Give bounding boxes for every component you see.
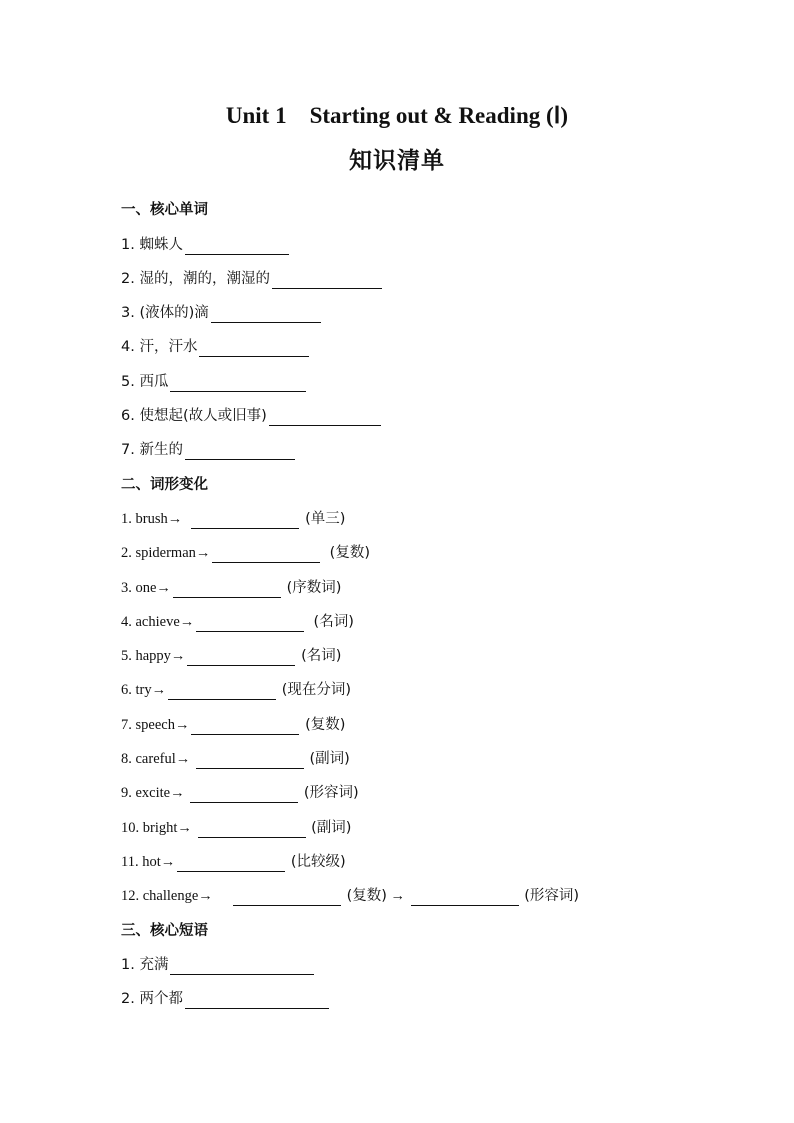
answer-blank[interactable] xyxy=(199,341,309,357)
form-hint: (形容词) xyxy=(303,785,359,802)
answer-blank[interactable] xyxy=(191,513,299,529)
vocab-item xyxy=(121,289,721,323)
vocab-item xyxy=(121,392,721,426)
word-form-item xyxy=(121,495,721,529)
phrase-prompt: 2. 两个都 xyxy=(121,991,183,1008)
phrase-prompt: 1. 充满 xyxy=(121,956,169,973)
answer-blank[interactable] xyxy=(170,376,306,392)
section-heading-text: 二、词形变化 xyxy=(121,476,208,493)
vocab-item xyxy=(121,323,721,357)
word-form-item xyxy=(121,700,721,734)
vocab-prompt: 2. 湿的，潮的，潮湿的 xyxy=(121,270,270,287)
word-prompt: 8. careful→ xyxy=(121,751,191,768)
worksheet-content xyxy=(121,186,721,1009)
word-form-item xyxy=(121,872,721,906)
word-prompt: 5. happy→ xyxy=(121,648,186,665)
answer-blank[interactable] xyxy=(170,959,314,975)
word-prompt: 3. one→ xyxy=(121,579,171,596)
answer-blank[interactable] xyxy=(185,993,329,1009)
word-prompt: 2. spiderman→ xyxy=(121,545,211,562)
answer-blank[interactable] xyxy=(272,273,382,289)
vocab-item xyxy=(121,426,721,460)
word-prompt: 12. challenge→ xyxy=(121,888,213,905)
form-hint: (比较级) xyxy=(290,853,346,870)
form-hint: (复数) xyxy=(346,888,387,905)
form-hint: (复数) xyxy=(305,716,346,733)
word-prompt: 4. achieve→ xyxy=(121,613,195,630)
answer-blank[interactable] xyxy=(190,787,298,803)
word-form-item xyxy=(121,529,721,563)
form-hint: (形容词) xyxy=(524,888,580,905)
word-prompt: 9. excite→ xyxy=(121,785,185,802)
section-heading xyxy=(121,906,721,940)
arrow-icon: → xyxy=(390,888,406,905)
vocab-item xyxy=(121,255,721,289)
word-prompt: 1. brush→ xyxy=(121,510,183,527)
section-heading-text: 三、核心短语 xyxy=(121,922,208,939)
vocab-item xyxy=(121,357,721,391)
answer-blank[interactable] xyxy=(212,547,320,563)
word-prompt: 7. speech→ xyxy=(121,716,190,733)
answer-blank[interactable] xyxy=(196,753,304,769)
form-hint: (名词) xyxy=(313,613,354,630)
form-hint: (单三) xyxy=(305,510,346,527)
answer-blank[interactable] xyxy=(269,410,381,426)
answer-blank[interactable] xyxy=(177,856,285,872)
page-subtitle: 知识清单 xyxy=(349,148,445,174)
word-form-item xyxy=(121,838,721,872)
answer-blank[interactable] xyxy=(185,239,289,255)
answer-blank[interactable] xyxy=(198,822,306,838)
section-heading-text: 一、核心单词 xyxy=(121,202,208,219)
answer-blank[interactable] xyxy=(196,616,304,632)
word-prompt: 11. hot→ xyxy=(121,853,176,870)
word-form-item xyxy=(121,769,721,803)
word-form-item xyxy=(121,735,721,769)
vocab-prompt: 5. 西瓜 xyxy=(121,373,169,390)
answer-blank[interactable] xyxy=(411,890,519,906)
answer-blank[interactable] xyxy=(233,890,341,906)
vocab-prompt: 1. 蜘蛛人 xyxy=(121,236,183,253)
answer-blank[interactable] xyxy=(211,307,321,323)
word-form-item xyxy=(121,598,721,632)
word-prompt: 10. bright→ xyxy=(121,819,192,836)
vocab-prompt: 3. (液体的)滴 xyxy=(121,305,209,322)
page-title: Unit 1 Starting out & Reading (Ⅰ) xyxy=(225,103,569,128)
word-form-item xyxy=(121,666,721,700)
form-hint: (副词) xyxy=(309,751,350,768)
word-form-item xyxy=(121,632,721,666)
answer-blank[interactable] xyxy=(187,650,295,666)
word-form-item xyxy=(121,803,721,837)
vocab-prompt: 7. 新生的 xyxy=(121,442,183,459)
section-heading xyxy=(121,186,721,220)
form-hint: (名词) xyxy=(301,648,342,665)
section-heading xyxy=(121,460,721,494)
phrase-item xyxy=(121,941,721,975)
answer-blank[interactable] xyxy=(168,684,276,700)
form-hint: (副词) xyxy=(311,819,352,836)
form-hint: (序数词) xyxy=(286,579,342,596)
vocab-prompt: 6. 使想起(故人或旧事) xyxy=(121,408,267,425)
answer-blank[interactable] xyxy=(191,719,299,735)
form-hint: (复数) xyxy=(329,545,370,562)
form-hint: (现在分词) xyxy=(281,682,352,699)
answer-blank[interactable] xyxy=(173,582,281,598)
vocab-item xyxy=(121,220,721,254)
word-prompt: 6. try→ xyxy=(121,682,167,699)
vocab-prompt: 4. 汗，汗水 xyxy=(121,339,198,356)
word-form-item xyxy=(121,563,721,597)
answer-blank[interactable] xyxy=(185,444,295,460)
phrase-item xyxy=(121,975,721,1009)
